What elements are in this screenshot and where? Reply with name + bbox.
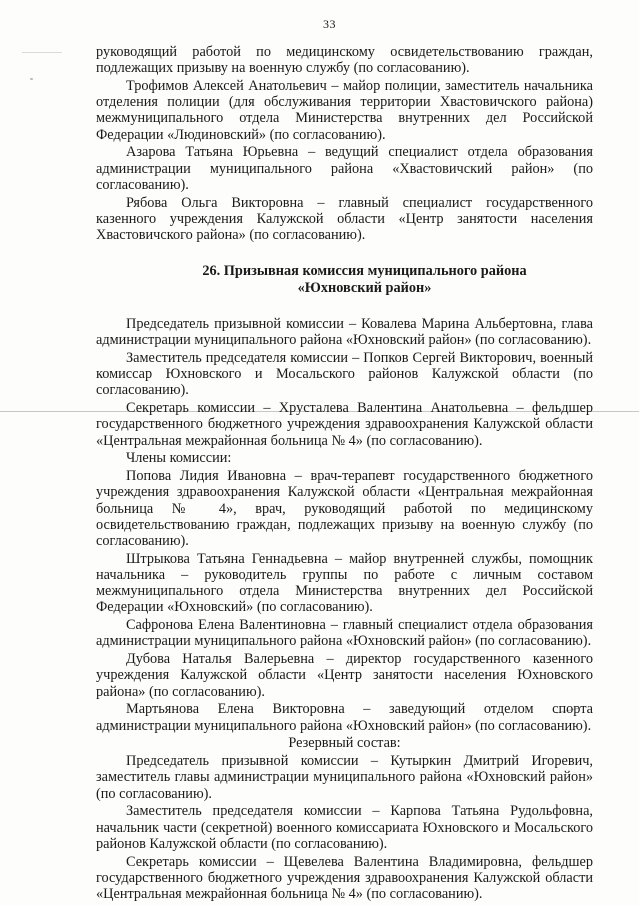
reserve-paragraph: Секретарь комиссии – Щевелева Валентина Владимировна, фельдшер государственного бюджетного учреждения здравоохранения Калужской области «Центральная межрайонная больница № 4» (по согласованию). — [96, 853, 593, 903]
reserve-paragraph: Заместитель председателя комиссии – Карпова Татьяна Рудольфовна, начальник части (секретной) военного комиссариата Юхновского и Мосальского районов Калужской области (по согласованию). — [96, 803, 593, 852]
member-paragraph: Сафронова Елена Валентиновна – главный специалист отдела образования администрации муниципального района «Юхновский район» (по согласованию). — [96, 617, 593, 650]
paragraph: Заместитель председателя комиссии – Попков Сергей Викторович, военный комиссар Юхновского и Мосальского районов Калужской области (по согласованию). — [96, 350, 593, 399]
paragraph: Трофимов Алексей Анатольевич – майор полиции, заместитель начальника отделения полиции (для обслуживания территории Хвастовичского района) межмуниципального отдела Министерства внутренних дел Российской Федерации «Людиновский» (по согласованию). — [96, 78, 593, 143]
commission-leadership — [96, 316, 593, 449]
page-number: 33 — [323, 17, 336, 31]
member-paragraph: Дубова Наталья Валерьевна – директор государственного казенного учреждения Калужской области «Центр занятости населения Юхновского района» (по согласованию). — [96, 651, 593, 700]
paragraph: Рябова Ольга Викторовна – главный специалист государственного казенного учреждения Калужской области «Центр занятости населения Хвастовичского района» (по согласованию). — [96, 194, 593, 244]
paragraph: руководящий работой по медицинскому освидетельствованию граждан, подлежащих призыву на военную службу (по согласованию). — [96, 44, 593, 77]
reserve-label: Резервный состав: — [288, 735, 401, 752]
member-paragraph: Мартьянова Елена Викторовна – заведующий отделом спорта администрации муниципального района «Юхновский район» (по согласованию). — [96, 701, 593, 734]
section-heading — [96, 263, 593, 296]
paragraph: Председатель призывной комиссии – Ковалева Марина Альбертовна, глава администрации муниципального района «Юхновский район» (по согласованию). — [96, 316, 593, 349]
members-label: Члены комиссии: — [126, 450, 232, 467]
paragraph: Секретарь комиссии – Хрусталева Валентина Анатольевна – фельдшер государственного бюджетного учреждения здравоохранения Калужской области «Центральная межрайонная больница № 4» (по согласованию). — [96, 400, 593, 449]
scan-artifact-speck — [30, 78, 33, 80]
document-body — [96, 44, 593, 904]
top-paragraphs — [96, 44, 593, 243]
member-paragraph: Штрыкова Татьяна Геннадьевна – майор внутренней службы, помощник начальника – руководитель группы по работе с личным составом межмуниципального отдела Министерства внутренних дел Российской Федерации «Юхновский» (по согласованию). — [96, 550, 593, 616]
member-paragraph: Попова Лидия Ивановна – врач-терапевт государственного бюджетного учреждения здравоохранения Калужской области «Центральная межрайонная больница № 4», врач, руководящий работой по медицинскому освидетельствованию граждан, подлежащих призыву на военную службу (по согласованию). — [96, 468, 593, 550]
members-list — [96, 468, 593, 734]
paragraph: Азарова Татьяна Юрьевна – ведущий специалист отдела образования администрации муниципального района «Хвастовичский район» (по согласованию). — [96, 144, 593, 193]
section-heading-line: 26. Призывная комиссия муниципального района — [202, 263, 527, 280]
reserve-paragraph: Председатель призывной комиссии – Кутыркин Дмитрий Игоревич, заместитель главы администрации муниципального района «Юхновский район» (по согласованию). — [96, 753, 593, 802]
scan-artifact-line — [22, 52, 62, 53]
reserve-list — [96, 753, 593, 902]
section-heading-line: «Юхновский район» — [297, 279, 432, 296]
